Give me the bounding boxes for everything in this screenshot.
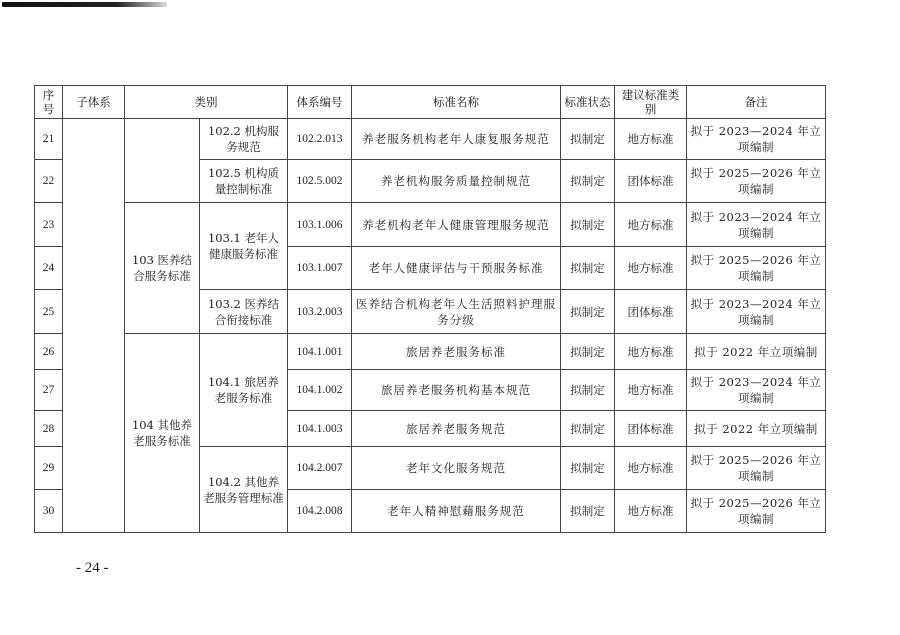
row-type: 地方标准 <box>615 119 687 160</box>
page-number: - 24 - <box>76 560 109 576</box>
row-code: 104.1.003 <box>288 411 352 447</box>
row-type: 地方标准 <box>615 247 687 290</box>
row-type: 地方标准 <box>615 447 687 490</box>
header-status: 标准状态 <box>561 86 615 119</box>
row-remark: 拟于 2025—2026 年立项编制 <box>687 447 826 490</box>
header-remark: 备注 <box>687 86 826 119</box>
row-seq: 21 <box>35 119 63 160</box>
row-name: 旅居养老服务标准 <box>352 334 561 370</box>
row-remark: 拟于 2023—2024 年立项编制 <box>687 290 826 334</box>
header-seq: 序号 <box>35 86 63 119</box>
row-remark: 拟于 2023—2024 年立项编制 <box>687 370 826 411</box>
row-name: 医养结合机构老年人生活照料护理服务分级 <box>352 290 561 334</box>
subgroup-cell: 102.5 机构质量控制标准 <box>200 160 288 203</box>
row-remark: 拟于 2025—2026 年立项编制 <box>687 160 826 203</box>
row-status: 拟制定 <box>561 290 615 334</box>
subgroup-cell: 103.2 医养结合衔接标准 <box>200 290 288 334</box>
row-name: 老年人精神慰藉服务规范 <box>352 490 561 533</box>
row-code: 103.1.007 <box>288 247 352 290</box>
row-seq: 23 <box>35 203 63 247</box>
header-code: 体系编号 <box>288 86 352 119</box>
row-type: 地方标准 <box>615 370 687 411</box>
row-name: 养老机构服务质量控制规范 <box>352 160 561 203</box>
group-cell: 104 其他养老服务标准 <box>125 334 200 533</box>
header-category: 类别 <box>125 86 288 119</box>
group-cell-102 <box>125 119 200 203</box>
row-seq: 25 <box>35 290 63 334</box>
subgroup-cell: 104.1 旅居养老服务标准 <box>200 334 288 447</box>
group-cell: 103 医养结合服务标准 <box>125 203 200 334</box>
row-code: 104.1.002 <box>288 370 352 411</box>
standards-table <box>34 85 826 533</box>
row-code: 102.2.013 <box>288 119 352 160</box>
row-name: 养老服务机构老年人康复服务规范 <box>352 119 561 160</box>
row-code: 104.2.008 <box>288 490 352 533</box>
row-name: 旅居养老服务规范 <box>352 411 561 447</box>
row-code: 102.5.002 <box>288 160 352 203</box>
subgroup-cell: 104.2 其他养老服务管理标准 <box>200 447 288 533</box>
row-seq: 24 <box>35 247 63 290</box>
subgroup-cell: 103.1 老年人健康服务标准 <box>200 203 288 290</box>
header-name: 标准名称 <box>352 86 561 119</box>
row-code: 103.2.003 <box>288 290 352 334</box>
row-status: 拟制定 <box>561 334 615 370</box>
row-remark: 拟于 2022 年立项编制 <box>687 411 826 447</box>
row-status: 拟制定 <box>561 370 615 411</box>
row-code: 104.2.007 <box>288 447 352 490</box>
row-type: 地方标准 <box>615 334 687 370</box>
row-code: 104.1.001 <box>288 334 352 370</box>
row-seq: 30 <box>35 490 63 533</box>
row-remark: 拟于 2022 年立项编制 <box>687 334 826 370</box>
row-remark: 拟于 2025—2026 年立项编制 <box>687 247 826 290</box>
row-remark: 拟于 2025—2026 年立项编制 <box>687 490 826 533</box>
table-row <box>35 334 826 370</box>
row-code: 103.1.006 <box>288 203 352 247</box>
header-type: 建议标准类别 <box>615 86 687 119</box>
row-status: 拟制定 <box>561 119 615 160</box>
row-status: 拟制定 <box>561 411 615 447</box>
table-row <box>35 203 826 247</box>
row-status: 拟制定 <box>561 447 615 490</box>
row-status: 拟制定 <box>561 247 615 290</box>
row-name: 旅居养老服务机构基本规范 <box>352 370 561 411</box>
row-type: 团体标准 <box>615 290 687 334</box>
header-rule <box>2 2 167 7</box>
row-remark: 拟于 2023—2024 年立项编制 <box>687 119 826 160</box>
row-seq: 27 <box>35 370 63 411</box>
header-subsystem: 子体系 <box>63 86 125 119</box>
row-status: 拟制定 <box>561 160 615 203</box>
row-type: 地方标准 <box>615 490 687 533</box>
row-type: 地方标准 <box>615 203 687 247</box>
row-seq: 28 <box>35 411 63 447</box>
row-seq: 22 <box>35 160 63 203</box>
row-name: 养老机构老年人健康管理服务规范 <box>352 203 561 247</box>
subgroup-cell: 102.2 机构服务规范 <box>200 119 288 160</box>
table-row <box>35 119 826 160</box>
row-remark: 拟于 2023—2024 年立项编制 <box>687 203 826 247</box>
row-seq: 26 <box>35 334 63 370</box>
subsystem-cell <box>63 119 125 533</box>
row-status: 拟制定 <box>561 203 615 247</box>
row-type: 团体标准 <box>615 411 687 447</box>
row-status: 拟制定 <box>561 490 615 533</box>
row-name: 老年人健康评估与干预服务标准 <box>352 247 561 290</box>
row-seq: 29 <box>35 447 63 490</box>
row-type: 团体标准 <box>615 160 687 203</box>
row-name: 老年文化服务规范 <box>352 447 561 490</box>
table-header-row <box>35 86 826 119</box>
